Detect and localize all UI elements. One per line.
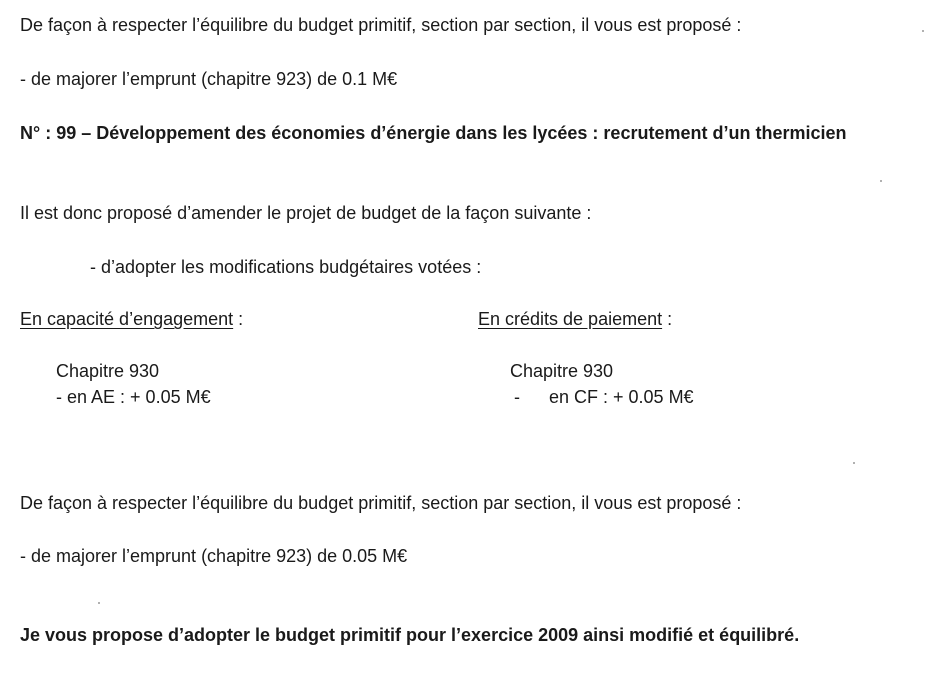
section-heading: N° : 99 – Développement des économies d’énergie dans les lycées : recrutement d’un thermicien [20, 123, 847, 143]
scan-speck [853, 462, 855, 464]
payment-credits-label: En crédits de paiement [478, 309, 663, 329]
payment-credits-colon: : [662, 309, 673, 329]
payment-amount-dash: - [514, 387, 520, 407]
paragraph-budget-balance-2: De façon à respecter l’équilibre du budget primitif, section par section, il vous est proposé : [20, 493, 742, 513]
scan-speck [880, 180, 882, 182]
commitment-chapter: Chapitre 930 [56, 361, 160, 381]
payment-amount: en CF : + 0.05 M€ [549, 387, 694, 407]
paragraph-amend-budget: Il est donc proposé d’amender le projet de budget de la façon suivante : [20, 203, 592, 223]
scan-speck [922, 30, 924, 32]
scan-speck [98, 602, 100, 604]
commitment-capacity-colon: : [233, 309, 244, 329]
commitment-amount: - en AE : + 0.05 M€ [56, 387, 211, 407]
paragraph-borrowing-increase-2: - de majorer l’emprunt (chapitre 923) de 0.05 M€ [20, 546, 408, 566]
payment-credits-title [478, 308, 672, 331]
commitment-capacity-title [20, 308, 243, 331]
payment-chapter: Chapitre 930 [510, 361, 614, 381]
commitment-capacity-label: En capacité d’engagement [20, 309, 234, 329]
conclusion-statement: Je vous propose d’adopter le budget primitif pour l’exercice 2009 ainsi modifié et équilibré. [20, 625, 800, 645]
paragraph-budget-balance-1: De façon à respecter l’équilibre du budget primitif, section par section, il vous est proposé : [20, 15, 742, 35]
paragraph-adopt-modifications: - d’adopter les modifications budgétaires votées : [90, 257, 482, 277]
paragraph-borrowing-increase-1: - de majorer l’emprunt (chapitre 923) de 0.1 M€ [20, 69, 398, 89]
